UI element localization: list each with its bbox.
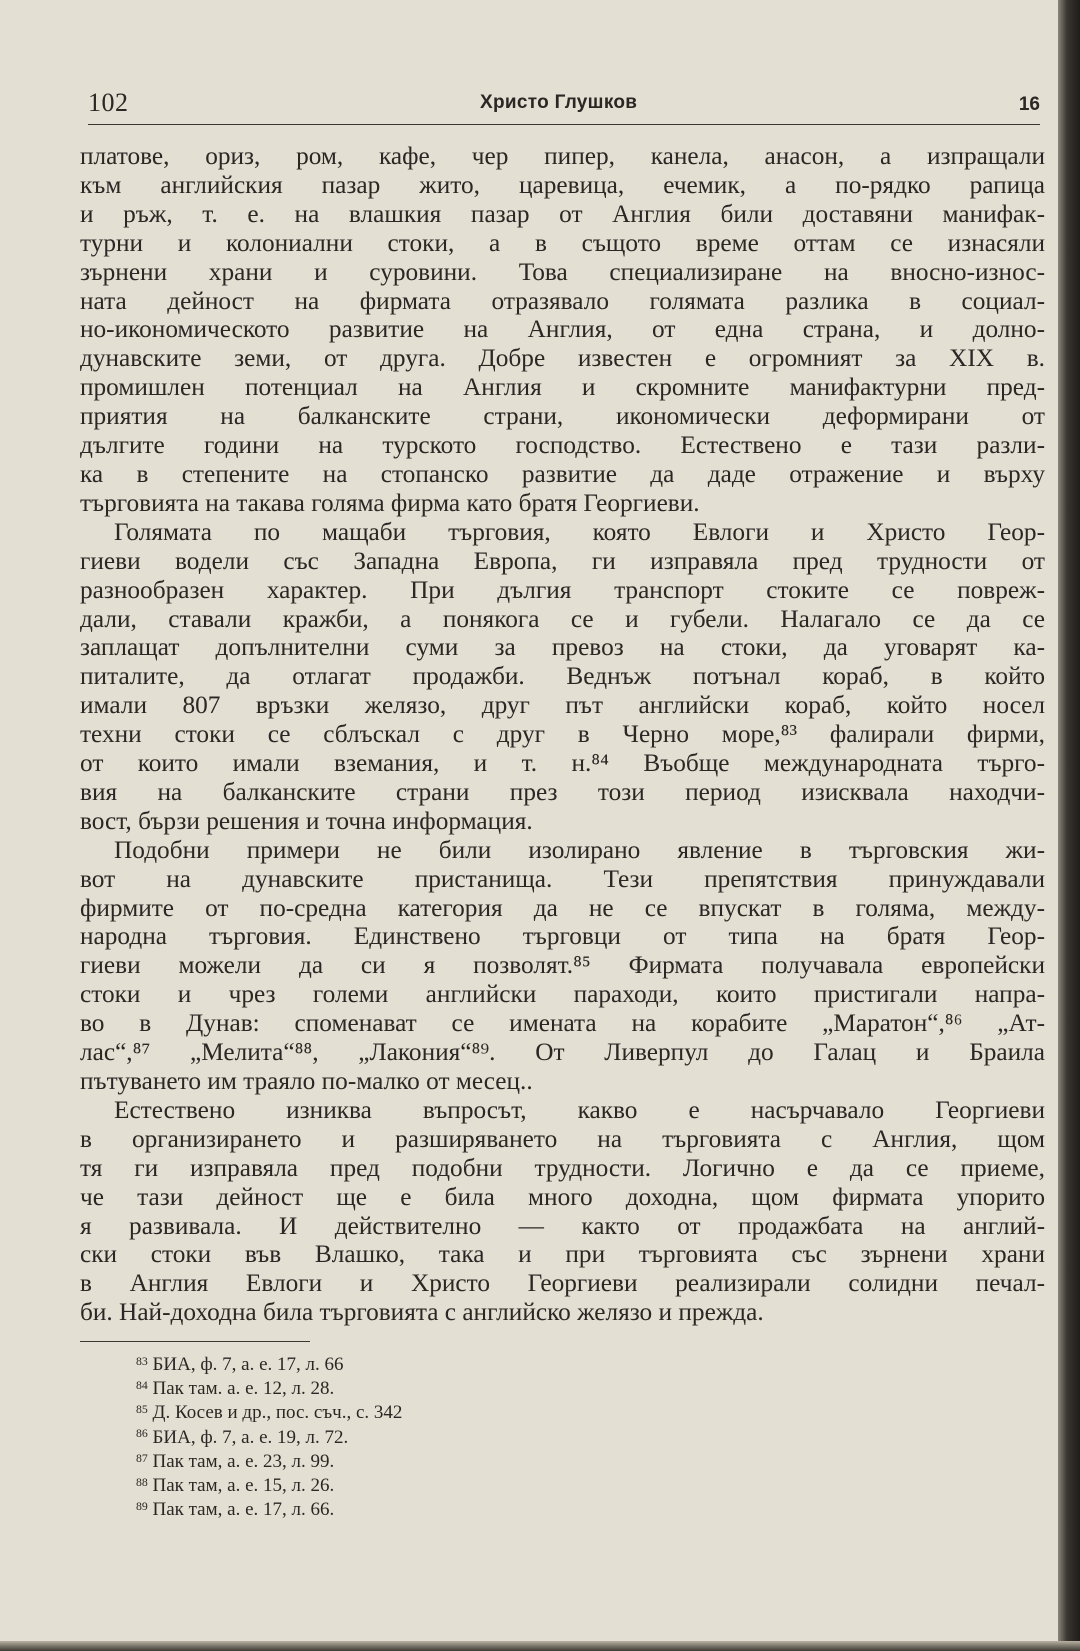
footnote-text: Пак там, а. е. 23, л. 99. <box>147 1450 335 1472</box>
footnote-number: 85 <box>136 1403 148 1417</box>
paragraph <box>80 518 1045 836</box>
page-number: 102 <box>88 88 129 117</box>
text-line: но-икономическото развитие на Англия, от една страна, и долно- <box>80 315 1045 344</box>
footnote-number: 87 <box>136 1451 148 1465</box>
text-line: гиеви водели със Западна Европа, ги изправяла пред трудности от <box>80 546 1045 575</box>
text-line: фирмите от по-средна категория да не се впускат в голяма, между- <box>80 893 1045 922</box>
text-line: дългите години на турското господство. Естествено е тази разли- <box>80 431 1045 460</box>
text-line: тя ги изправяла пред подобни трудности. Логично е да се приеме, <box>80 1153 1045 1182</box>
text-line: вост, бързи решения и точна информация. <box>80 806 533 835</box>
body-text <box>80 142 1045 1327</box>
text-line: я развивала. И действително — както от продажбата на англий- <box>80 1211 1045 1240</box>
text-line: промишлен потенциал на Англия и скромните манифактурни пред- <box>80 373 1045 402</box>
footnote-text: БИА, ф. 7, а. е. 17, л. 66 <box>147 1354 344 1375</box>
footnote-number: 84 <box>136 1378 148 1392</box>
text-line: зърнени храни и суровини. Това специализиране на вносно-износ- <box>80 257 1045 286</box>
text-line: ски стоки във Влашко, така и при търговията със зърнени храни <box>80 1240 1045 1269</box>
text-line: турни и колониални стоки, а в същото време оттам се изнасяли <box>80 228 1045 257</box>
footnote-text: Пак там. а. е. 12, л. 28. <box>147 1378 335 1400</box>
footnote-text: Пак там, а. е. 15, л. 26. <box>147 1475 335 1497</box>
text-line: че тази дейност ще е била много доходна, щом фирмата упорито <box>80 1182 1045 1211</box>
footnote-number: 83 <box>136 1354 148 1368</box>
text-line: би. Най-доходна била търговията с английско желязо и прежда. <box>80 1298 764 1327</box>
footnote-rule <box>80 1341 310 1342</box>
footnote-text: БИА, ф. 7, а. е. 19, л. 72. <box>147 1426 349 1448</box>
footnotes <box>136 1353 402 1522</box>
text-line: търговията на такава голяма фирма като братя Георгиеви. <box>80 488 700 517</box>
text-line: вия на балканските страни през този период изисквала находчи- <box>80 777 1045 806</box>
text-line: лас“,⁸⁷ „Мелита“⁸⁸, „Лакония“⁸⁹. От Ливерпул до Галац и Браила <box>80 1038 1045 1067</box>
text-line: от които имали вземания, и т. н.⁸⁴ Въобще международната търго- <box>80 749 1045 778</box>
footnote <box>136 1401 402 1425</box>
text-line: вот на дунавските пристанища. Тези препятствия принуждавали <box>80 864 1045 893</box>
text-line: имали 807 връзки желязо, друг път английски кораб, който носел <box>80 691 1045 720</box>
footnote <box>136 1474 402 1498</box>
text-line: приятия на балканските страни, икономически деформирани от <box>80 402 1045 431</box>
footnote-number: 89 <box>136 1499 148 1513</box>
footnote <box>136 1450 402 1474</box>
paragraph <box>80 1096 1045 1327</box>
text-line: питалите, да отлагат продажби. Веднъж потънал кораб, в който <box>80 662 1045 691</box>
text-line: техни стоки се сблъскал с друг в Черно море,⁸³ фалирали фирми, <box>80 720 1045 749</box>
text-line: в Англия Евлоги и Христо Георгиеви реализирали солидни печал- <box>80 1269 1045 1298</box>
footnote-text: Пак там, а. е. 17, л. 66. <box>147 1499 335 1521</box>
text-line: народна търговия. Единствено търговци от типа на братя Геор- <box>80 922 1045 951</box>
header-rule <box>88 124 1040 125</box>
footnote-text: Д. Косев и др., пос. съч., с. 342 <box>147 1402 403 1424</box>
text-line: заплащат допълнителни суми за превоз на стоки, да уговарят ка- <box>80 633 1045 662</box>
text-line: пътуването им траяло по-малко от месец.. <box>80 1067 533 1095</box>
text-line: и ръж, т. е. на влашкия пазар от Англия били доставяни манифак- <box>80 199 1045 228</box>
text-line: към английския пазар жито, царевица, ечемик, а по-рядко рапица <box>80 170 1045 199</box>
footnote <box>136 1426 402 1450</box>
book-spine-shadow <box>1058 0 1080 1651</box>
text-line: во в Дунав: споменават се имената на корабите „Маратон“,⁸⁶ „Ат- <box>80 1009 1045 1038</box>
text-line: ка в степените на стопанско развитие да даде отражение и върху <box>80 459 1045 488</box>
footnote-number: 88 <box>136 1475 148 1489</box>
page-bottom-edge <box>0 1641 1080 1651</box>
text-line: в организирането и разширяването на търговията с Англия, щом <box>80 1124 1045 1153</box>
text-line: дунавските земи, от друга. Добре известен е огромният за XIX в. <box>80 344 1045 373</box>
margin-mark: 16 <box>1018 94 1040 115</box>
text-line: гиеви можели да си я позволят.⁸⁵ Фирмата получавала европейски <box>80 951 1045 980</box>
running-title: Христо Глушков <box>480 92 638 113</box>
text-line: разнообразен характер. При дългия транспорт стоките се повреж- <box>80 575 1045 604</box>
text-line: Голямата по мащаби търговия, която Евлоги и Христо Геор- <box>114 517 1045 546</box>
text-line: платове, ориз, ром, кафе, чер пипер, канела, анасон, а изпращали <box>80 142 1045 170</box>
paragraph <box>80 836 1045 1096</box>
text-line: Подобни примери не били изолирано явление в търговския жи- <box>114 835 1045 864</box>
text-line: ната дейност на фирмата отразявало голямата разлика в социал- <box>80 286 1045 315</box>
footnote <box>136 1498 402 1522</box>
footnote <box>136 1377 402 1401</box>
text-line: стоки и чрез големи английски параходи, които пристигали напра- <box>80 980 1045 1009</box>
page-header <box>88 88 1040 126</box>
footnote-number: 86 <box>136 1427 148 1441</box>
text-line: Естествено изниква въпросът, какво е насърчавало Георгиеви <box>114 1095 1045 1124</box>
paragraph <box>80 142 1045 518</box>
footnote <box>136 1353 402 1377</box>
text-line: дали, ставали кражби, а понякога се и губели. Налагало се да се <box>80 604 1045 633</box>
